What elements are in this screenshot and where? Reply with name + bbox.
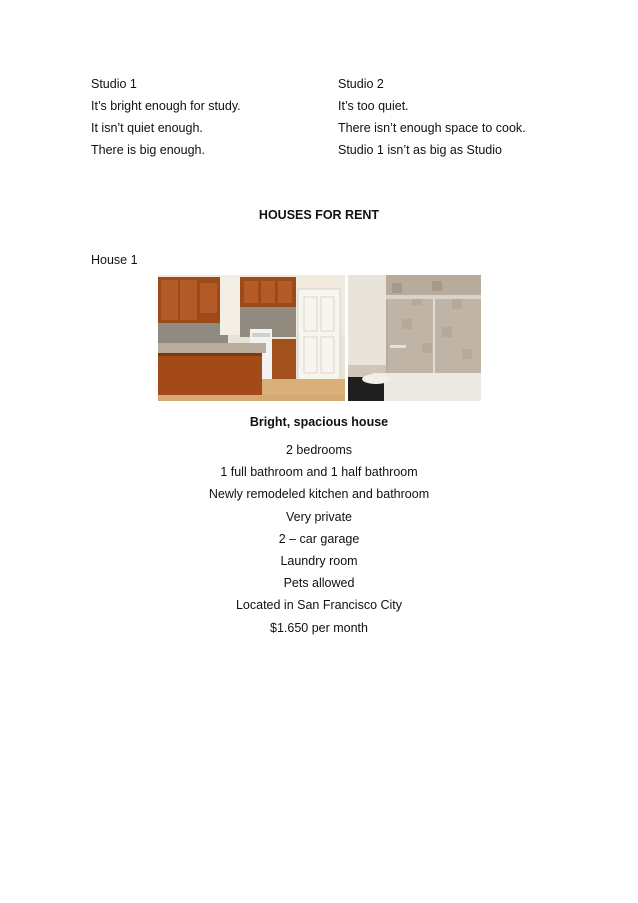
- studio-2-title: Studio 2: [338, 77, 384, 91]
- feature-item: Very private: [285, 509, 352, 524]
- studio-1-note: It isn’t quiet enough.: [91, 121, 203, 135]
- kitchen-photo: [158, 275, 345, 401]
- feature-item: 2 – car garage: [278, 531, 360, 546]
- house-description: [0, 414, 638, 642]
- feature-item: Laundry room: [280, 553, 358, 568]
- feature-item: Pets allowed: [283, 576, 355, 591]
- studio-1-note: There is big enough.: [91, 143, 205, 157]
- feature-item: Located in San Francisco City: [235, 598, 403, 613]
- studio-1-title: Studio 1: [91, 77, 137, 91]
- feature-item: 1 full bathroom and 1 half bathroom: [220, 465, 418, 480]
- studio-2-note: Studio 1 isn’t as big as Studio: [338, 143, 502, 157]
- studio-2-column: [338, 76, 558, 164]
- section-title: HOUSES FOR RENT: [258, 208, 380, 222]
- price: $1.650 per month: [270, 620, 368, 635]
- bathroom-photo: [348, 275, 481, 401]
- house-label: House 1: [91, 253, 138, 267]
- studio-2-note: There isn’t enough space to cook.: [338, 121, 526, 135]
- feature-item: Newly remodeled kitchen and bathroom: [208, 487, 430, 502]
- studio-1-note: It’s bright enough for study.: [91, 99, 241, 113]
- house-heading: Bright, spacious house: [249, 415, 389, 429]
- studio-2-note: It’s too quiet.: [338, 99, 409, 113]
- feature-item: 2 bedrooms: [285, 443, 352, 457]
- studio-1-column: [91, 76, 331, 164]
